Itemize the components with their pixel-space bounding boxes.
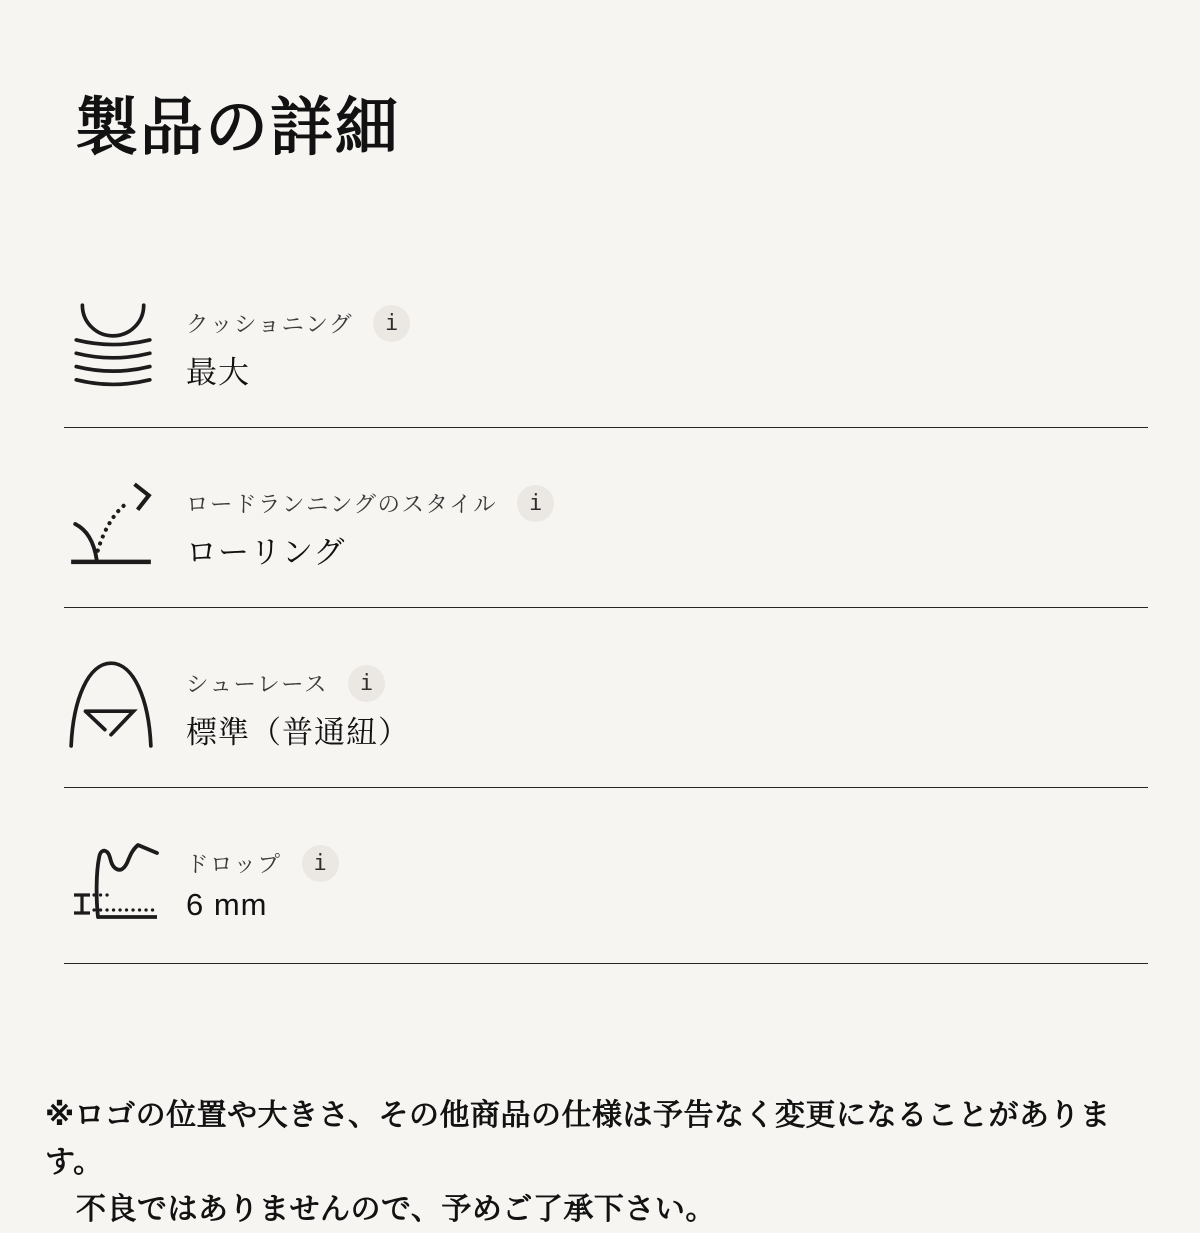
spec-list (64, 248, 1148, 964)
spec-label-running-style: ロードランニングのスタイル (186, 492, 498, 518)
info-icon[interactable]: i (348, 665, 385, 702)
spec-row-drop (64, 788, 1148, 964)
disclaimer-line-1: ※ロゴの位置や大きさ、その他商品の仕様は予告なく変更になることがあります。 (45, 1099, 1111, 1180)
spec-value-running-style: ローリング (186, 535, 346, 571)
spec-text (186, 836, 339, 923)
drop-icon (64, 836, 164, 928)
spec-value-cushioning: 最大 (186, 355, 250, 391)
disclaimer-line-2: 不良ではありませんので、予めご了承下さい。 (76, 1193, 716, 1227)
spec-value-shoelace: 標準（普通紐） (186, 715, 410, 751)
info-icon[interactable]: i (302, 845, 339, 882)
page-title: 製品の詳細 (75, 93, 400, 163)
spec-row-running-style (64, 428, 1148, 608)
spec-text (186, 656, 410, 752)
road-running-style-icon (64, 476, 164, 568)
spec-value-drop: 6 mm (186, 887, 268, 923)
cushioning-icon (64, 296, 164, 388)
spec-text (186, 476, 554, 572)
spec-row-cushioning (64, 248, 1148, 428)
spec-label-cushioning: クッショニング (186, 312, 354, 338)
disclaimer-note (45, 1092, 1148, 1233)
spec-text (186, 296, 410, 392)
info-icon[interactable]: i (373, 305, 410, 342)
info-icon[interactable]: i (517, 485, 554, 522)
shoelace-icon (64, 656, 164, 748)
spec-row-shoelace (64, 608, 1148, 788)
spec-label-drop: ドロップ (186, 852, 282, 878)
spec-label-shoelace: シューレース (186, 672, 328, 698)
